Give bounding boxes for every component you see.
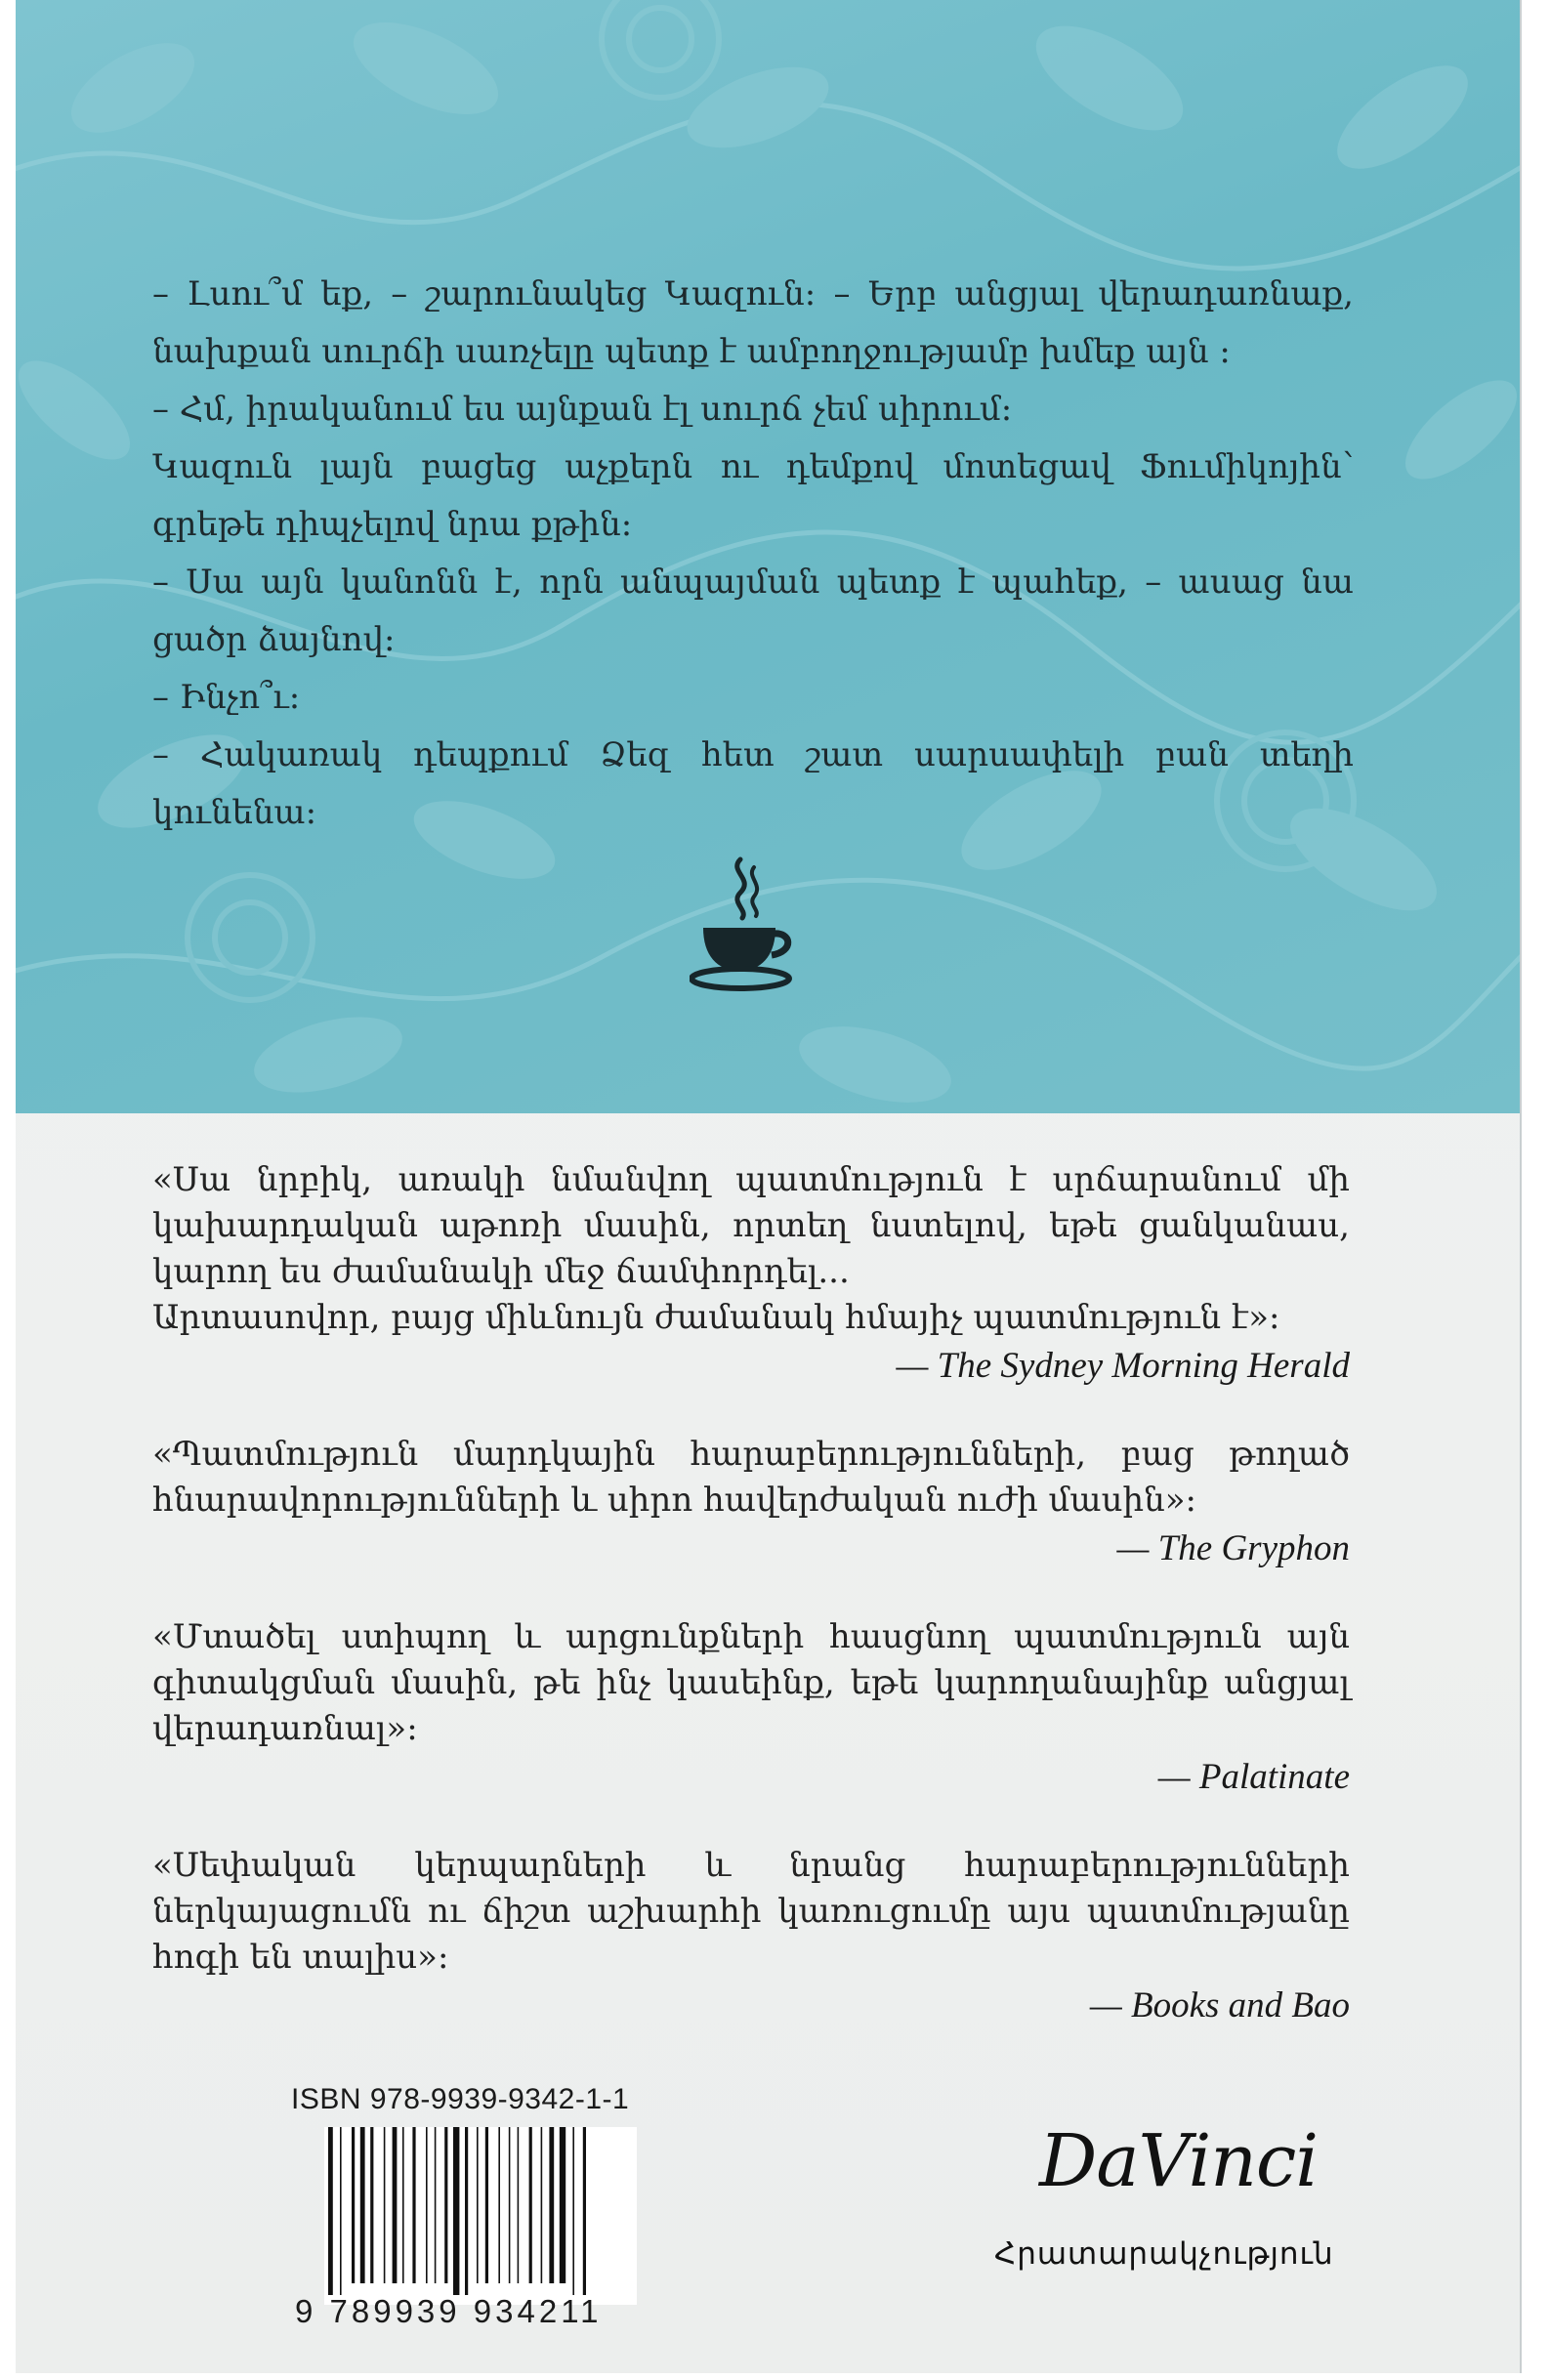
- barcode: [324, 2127, 637, 2305]
- publisher-label: Հրատարակչություն: [994, 2236, 1334, 2272]
- quote-text: «Պատմություն մարդկային հարաբերությունների, բաց թողած հնարավորությունների և սիրո հավերժական ուժի մասին»:: [152, 1435, 1350, 1520]
- quote-source: — Palatinate: [1157, 1757, 1350, 1797]
- dialogue-line: Կազուն լայն բացեց աչքերն ու դեմքով մոտեցավ Ֆումիկոյին՝ գրեթե դիպչելով նրա քթին:: [152, 447, 1354, 544]
- barcode-bar: [549, 2127, 554, 2283]
- review-quotes: [152, 1157, 1350, 2071]
- dialogue-line: – Սա այն կանոնն է, որն անպայման պետք է պահեք, – ասաց նա ցածր ձայնով:: [152, 563, 1354, 659]
- davinci-logo: DaVinci: [1039, 2119, 1319, 2203]
- isbn-label: ISBN 978-9939-9342-1-1: [291, 2083, 630, 2115]
- barcode-bars: [324, 2127, 637, 2295]
- barcode-bar: [477, 2127, 479, 2283]
- review-quote: [152, 1432, 1350, 1571]
- barcode-bar: [340, 2127, 342, 2295]
- coffee-cup-icon: [690, 850, 807, 996]
- barcode-bar: [352, 2127, 355, 2283]
- barcode-bar: [498, 2127, 500, 2283]
- review-quote: [152, 1157, 1350, 1389]
- barcode-bar: [560, 2127, 566, 2283]
- dialogue-line: – Ինչո՞ւ:: [152, 678, 301, 717]
- dialogue-excerpt: [152, 266, 1354, 842]
- barcode-digits: 9 789939 934211: [295, 2293, 603, 2329]
- barcode-bar: [453, 2127, 459, 2295]
- quote-text: Արտասովոր, բայց միևնույն ժամանակ հմայիչ պատմություն է»:: [152, 1298, 1280, 1337]
- barcode-bar: [518, 2127, 520, 2283]
- barcode-bar: [485, 2127, 488, 2283]
- quote-text: «Սա նրբիկ, առակի նմանվող պատմություն է սրճարանում մի կախարդական աթոռի մասին, որտեղ նստելով, եթե ցանկանաս, կարող ես ժամանակի մեջ ճամփորդել...: [152, 1160, 1350, 1291]
- barcode-bar: [426, 2127, 428, 2283]
- teal-panel: [16, 0, 1520, 1113]
- review-quote: [152, 1843, 1350, 2028]
- barcode-bar: [541, 2127, 543, 2283]
- barcode-bar: [444, 2127, 447, 2283]
- barcode-bar: [412, 2127, 415, 2283]
- barcode-bar: [435, 2127, 437, 2283]
- quote-text: «Սեփական կերպարների և նրանց հարաբերությունների ներկայացումն ու ճիշտ աշխարհի կառուցումը այս պատմությանը հոգի են տալիս»:: [152, 1846, 1350, 1977]
- barcode-bar: [370, 2127, 373, 2283]
- barcode-bar: [529, 2127, 532, 2283]
- quote-source: — Books and Bao: [1089, 1985, 1350, 2025]
- dialogue-line: – Հմ, իրականում ես այնքան էլ սուրճ չեմ սիրում:: [152, 390, 1013, 429]
- barcode-bar: [583, 2127, 586, 2295]
- quote-text: «Մտածել ստիպող և արցունքների հասցնող պատմություն այն գիտակցման մասին, թե ինչ կասեինք, եթե կարողանայինք անցյալ վերադառնալ»:: [152, 1617, 1350, 1748]
- dialogue-line: – Հակառակ դեպքում Ձեզ հետ շատ սարսափելի բան տեղի կունենա:: [152, 735, 1354, 832]
- barcode-bar: [465, 2127, 468, 2295]
- barcode-bar: [360, 2127, 365, 2283]
- quote-source: — The Sydney Morning Herald: [896, 1346, 1350, 1386]
- barcode-bar: [393, 2127, 398, 2283]
- review-quote: [152, 1614, 1350, 1800]
- barcode-bar: [384, 2127, 386, 2283]
- barcode-bar: [572, 2127, 574, 2295]
- quote-source: — The Gryphon: [1116, 1528, 1350, 1568]
- book-back-cover: [16, 0, 1522, 2373]
- barcode-bar: [328, 2127, 333, 2295]
- dialogue-line: – Լսու՞մ եք, – շարունակեց Կազուն: – Երբ անցյալ վերադառնաք, նախքան սուրճի սառչելը պետք է ամբողջությամբ խմեք այն :: [152, 274, 1354, 371]
- barcode-bar: [402, 2127, 404, 2283]
- barcode-bar: [509, 2127, 511, 2283]
